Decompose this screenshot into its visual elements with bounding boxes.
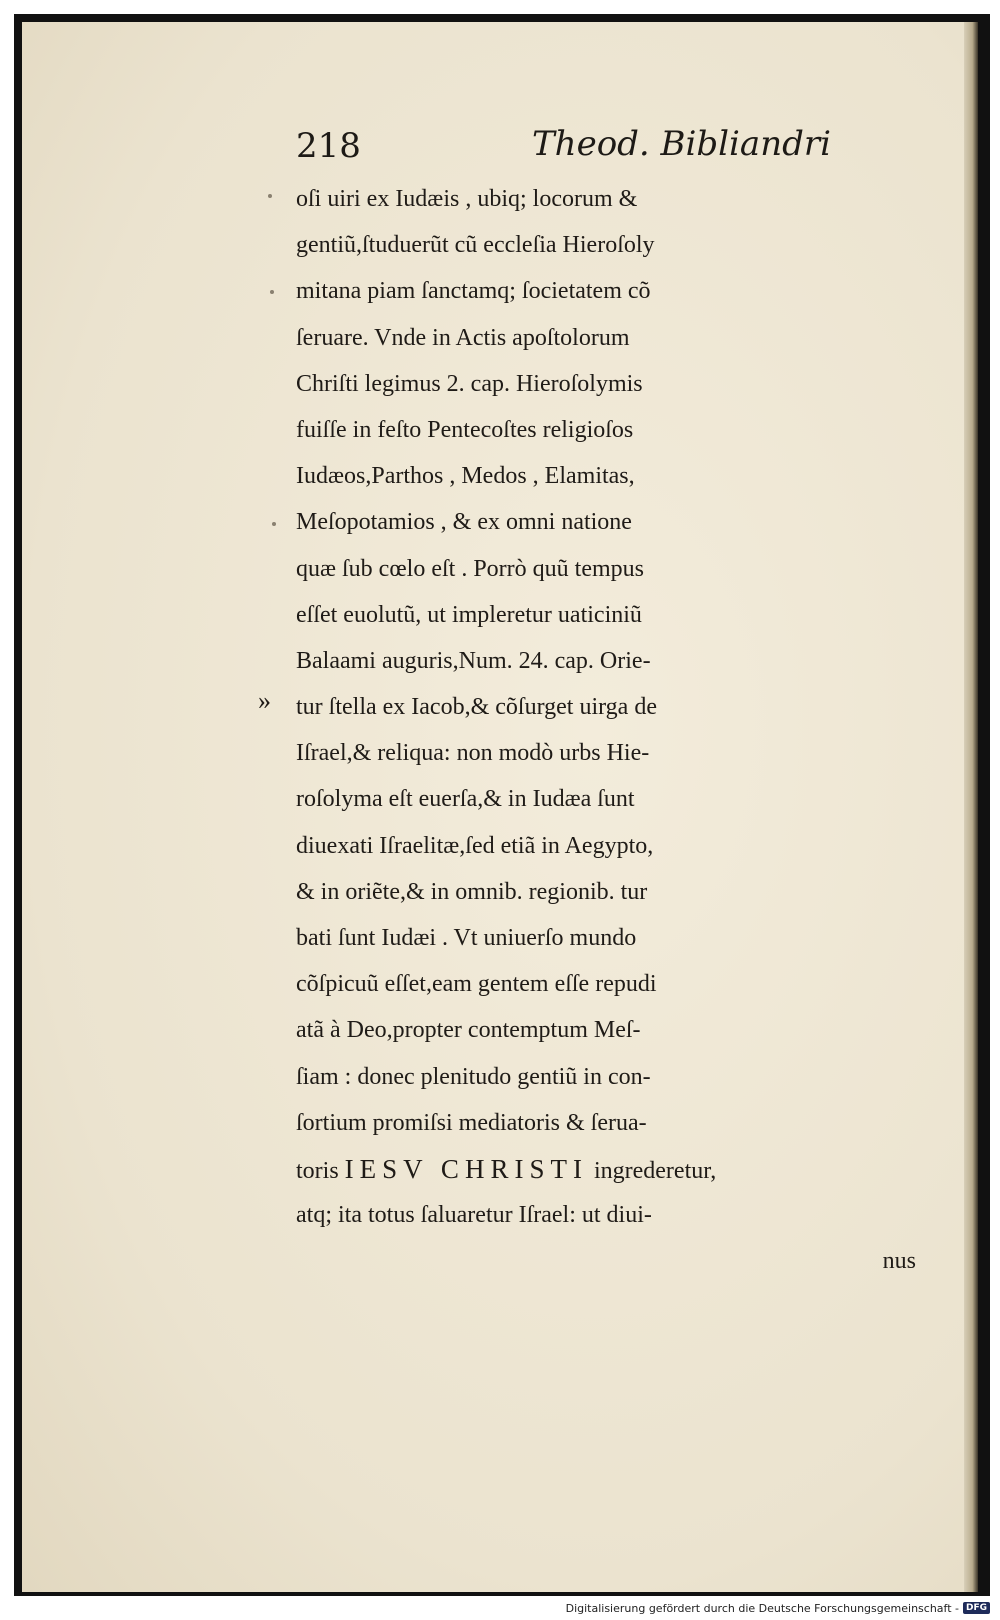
text-line: & in oriẽte,& in omnib. regionib. tur [296,878,648,905]
text-line: fuiſſe in feſto Pentecoſtes religioſos [296,416,634,443]
page-edge-shadow [964,22,978,1592]
text-fragment: toris [296,1157,345,1184]
text-line: Meſopotamios , & ex omni natione [296,509,632,536]
margin-speck [268,194,272,198]
text-line: ſiam : donec plenitudo gentiũ in con- [296,1063,651,1090]
margin-quote-marker: » [258,686,271,715]
credit-text: Digitalisierung gefördert durch die Deutsche Forschungsgemeinschaft - [565,1601,959,1615]
text-line: atq; ita totus ſaluaretur Iſrael: ut diui- [296,1202,652,1229]
text-line: diuexati Iſraelitæ,ſed etiã in Aegypto, [296,832,654,859]
text-line: atã à Deo,propter contemptum Meſ- [296,1017,641,1044]
text-line: tur ſtella ex Iacob,& cõſurget uirga de [296,694,657,721]
text-line-smallcaps [296,1146,952,1192]
text-line: roſolyma eſt euerſa,& in Iudæa ſunt [296,786,635,813]
name-smallcaps: IESV CHRISTI [344,1153,588,1184]
text-fragment: ingrederetur, [587,1157,717,1184]
dfg-logo-badge: DFG [963,1602,990,1614]
text-line: cõſpicuũ eſſet,eam gentem eſſe repudi [296,971,657,998]
page-header [296,122,831,172]
margin-speck [270,290,274,294]
digitization-credit [566,1598,990,1618]
text-line: oſi uiri ex Iudæis , ubiq; locorum & [296,186,638,212]
catchword: nus [882,1248,916,1275]
text-line: Balaami auguris,Num. 24. cap. Orie- [296,647,651,674]
running-head: Theod. Bibliandri [532,124,831,164]
text-line: Iudæos,Parthos , Medos , Elamitas, [296,463,635,490]
margin-speck [272,522,276,526]
body-text [296,176,952,1285]
text-line: mitana piam ſanctamq; ſocietatem cõ [296,278,651,305]
text-line: gentiũ,ſtuduerũt cũ eccleſia Hieroſoly [296,232,655,259]
text-line: Iſrael,& reliqua: non modò urbs Hie- [296,740,650,767]
text-line: ſortium promiſsi mediatoris & ſerua- [296,1109,647,1136]
text-line: ſeruare. Vnde in Actis apoſtolorum [296,324,630,351]
text-line: Chriſti legimus 2. cap. Hieroſolymis [296,370,643,397]
text-line: eſſet euolutũ, ut impleretur uaticiniũ [296,601,642,628]
text-line: quæ ſub cœlo eſt . Porrò quũ tempus [296,555,644,582]
text-line: bati ſunt Iudæi . Vt uniuerſo mundo [296,925,637,951]
page-number: 218 [296,126,361,166]
